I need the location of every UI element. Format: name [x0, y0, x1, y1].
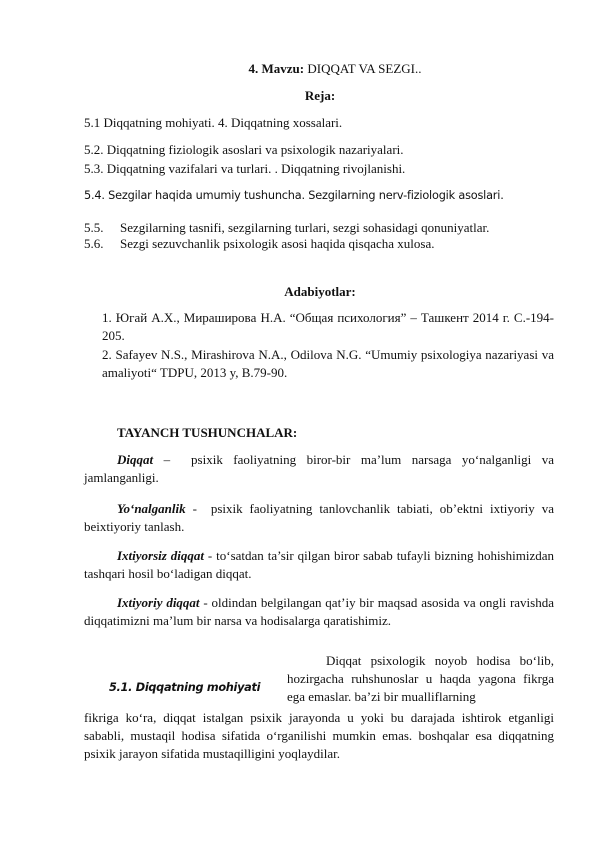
concept-definition: psixik faoliyatning tanlovchanlik tabiati, ob’ektni ixtiyoriy va beixtiyoriy tanlash. — [84, 501, 554, 534]
concept-sep: - — [185, 501, 211, 516]
concept-entry — [84, 500, 554, 536]
concept-entry — [84, 547, 554, 583]
concept-term: Ixtiyoriy diqqat — [117, 595, 200, 610]
section-side-text: Diqqat psixologik noyob hodisa bo‘lib, hozirgacha ruhshunoslar u haqda yagona fikrga ega emaslar. ba’zi bir mualliflarning — [287, 653, 554, 704]
concept-definition: psixik faoliyatning biror-bir ma’lum narsaga yo‘nalganligi va jamlanganligi. — [84, 452, 554, 485]
plan-number: 5.6. — [84, 236, 104, 251]
section-body: fikriga ko‘ra, diqqat istalgan psixik jarayonda u yoki bu darajada ishtirok etganligi sababli, mustaqil hodisa sifatida o‘rganilishi mumkin emas. boshqalar esa diqqatning psixik jarayon sifatida mustaqilligini yoqlaydilar. — [84, 710, 554, 761]
concept-entry — [84, 451, 554, 487]
concept-sep: – — [153, 452, 192, 467]
concept-term: Yo‘nalganlik — [117, 501, 186, 516]
literature-item: 2. Safayev N.S., Mirashirova N.A., Odilova N.G. “Umumiy psixologiya nazariyasi va amaliyoti“ TDPU, 2013 y, B.79-90. — [102, 347, 554, 380]
literature-item: 1. Югай А.Х., Мирашировa Н.А. “Общая психология” – Ташкент 2014 г. С.-194-205. — [102, 310, 554, 343]
plan-item: 5.2. Diqqatning fiziologik asoslari va psixologik nazariyalari. — [84, 142, 404, 157]
plan-number: 5.5. — [84, 220, 104, 235]
plan-numbered-item — [84, 236, 434, 252]
literature-heading: Adabiyotlar: — [284, 284, 356, 299]
plan-item: 5.1 Diqqatning mohiyati. 4. Diqqatning xossalari. — [84, 115, 343, 130]
concept-sep: - — [203, 548, 217, 563]
plan-heading: Reja: — [304, 88, 336, 103]
concept-definition: to‘satdan ta’sir qilgan biror sabab tufayli bizning hohishimizdan tashqari hosil bo‘ladigan diqqat. — [84, 548, 554, 581]
concept-term: Diqqat — [117, 452, 154, 467]
concept-term: Ixtiyorsiz diqqat — [117, 548, 204, 563]
concept-definition: oldindan belgilangan qat’iy bir maqsad asosida va ongli ravishda diqqatimizni ma’lum bir narsa va hodisalarga qaratishimiz. — [84, 595, 554, 628]
plan-item: 5.4. Sezgilar haqida umumiy tushuncha. Sezgilarning nerv-fiziologik asoslari. — [84, 189, 504, 202]
concept-sep: - — [199, 595, 212, 610]
plan-text: Sezgi sezuvchanlik psixologik asosi haqida qisqacha xulosa. — [120, 236, 435, 251]
concepts-heading: TAYANCH TUSHUNCHALAR: — [117, 425, 298, 440]
plan-item: 5.3. Diqqatning vazifalari va turlari. . Diqqatning rivojlanishi. — [84, 161, 406, 176]
topic-label: 4. Mavzu: — [248, 61, 305, 76]
topic-title — [0, 61, 596, 77]
concept-entry — [84, 594, 554, 630]
topic-name: DIQQAT VA SEZGI.. — [307, 61, 422, 76]
plan-text: Sezgilarning tasnifi, sezgilarning turlari, sezgi sohasidagi qonuniyatlar. — [120, 220, 490, 235]
section-heading: 5.1. Diqqatning mohiyati — [109, 681, 261, 694]
plan-numbered-item — [84, 220, 489, 236]
